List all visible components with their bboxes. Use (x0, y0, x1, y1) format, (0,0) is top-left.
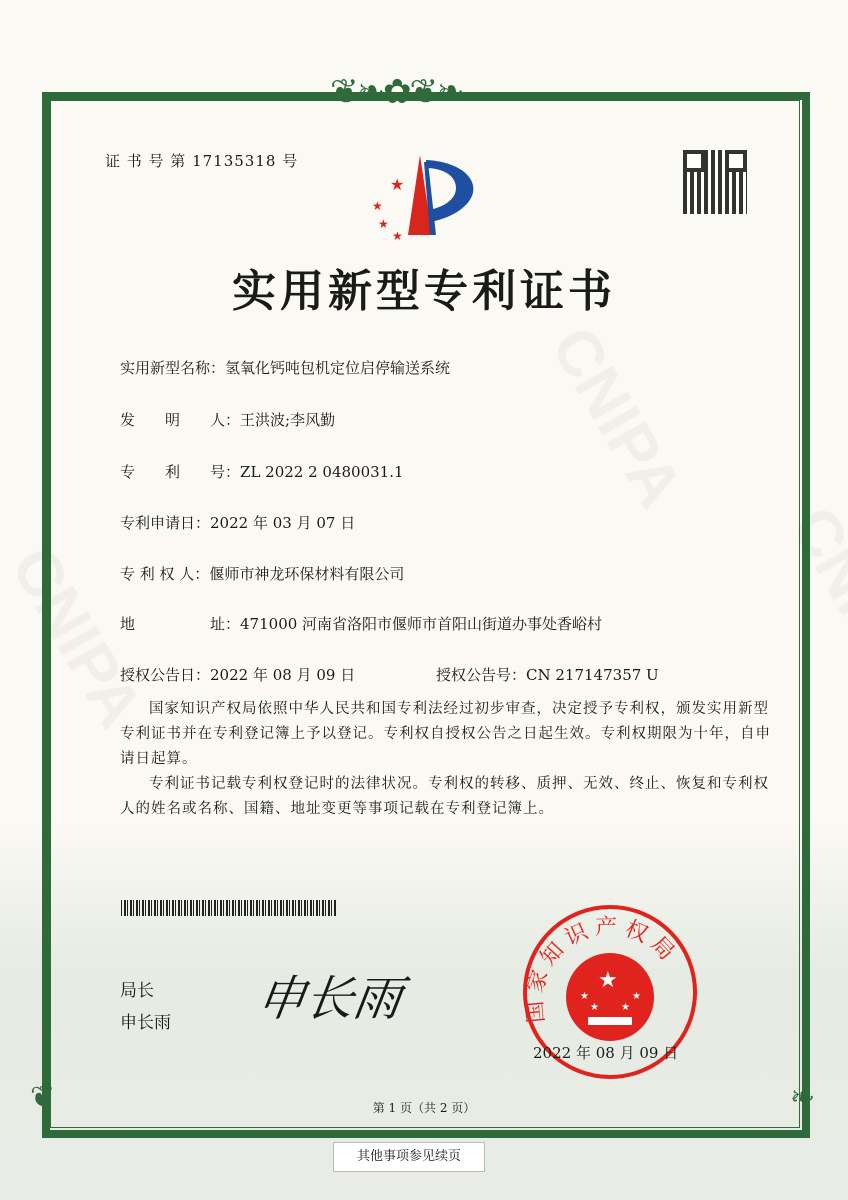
svg-text:★: ★ (621, 1002, 630, 1013)
field-value: 偃师市神龙环保材料有限公司 (209, 565, 405, 583)
continuation-note: 其他事项参见续页 (333, 1142, 485, 1172)
field-label: 发 明 人： (120, 411, 241, 429)
top-ornament-icon: ❦❧✿❦❧ (330, 72, 463, 112)
certificate-number: 证 书 号 第 17135318 号 (105, 152, 299, 170)
field-announcement-number (436, 664, 659, 685)
page-number: 第 1 页（共 2 页） (372, 1101, 476, 1115)
field-inventor (120, 409, 335, 430)
field-value: ZL 2022 2 0480031.1 (240, 463, 404, 481)
signatory-name: 申长雨 (120, 1013, 171, 1033)
field-address (120, 613, 602, 634)
star-icon: ★ (378, 217, 389, 231)
star-icon: ★ (598, 968, 618, 993)
field-label: 专 利 号： (120, 463, 241, 481)
field-patent-number (120, 461, 404, 482)
star-icon: ★ (372, 199, 383, 213)
field-label: 实用新型名称： (120, 359, 226, 377)
field-value: 2022 年 08 月 09 日 (210, 666, 356, 684)
signatory-title: 局长 (120, 981, 154, 1001)
seal-date: 2022 年 08 月 09 日 (533, 1044, 679, 1062)
field-label: 地 址： (120, 615, 241, 633)
handwritten-signature: 申长雨 (253, 971, 406, 1027)
field-application-date (120, 512, 355, 533)
field-model-name (120, 357, 450, 378)
statement-paragraph: 专利证书记载专利权登记时的法律状况。专利权的转移、质押、无效、终止、恢复和专利权人的姓名或名称、国籍、地址变更等事项记载在专利登记簿上。 (120, 776, 769, 817)
field-value: CN 217147357 U (526, 666, 659, 684)
svg-text:★: ★ (580, 991, 589, 1002)
svg-text:国家知识产权局: 国家知识产权局 (522, 914, 683, 1024)
star-icon: ★ (390, 175, 405, 194)
qr-code (683, 150, 747, 214)
field-label: 授权公告号： (436, 666, 527, 684)
field-value: 2022 年 03 月 07 日 (210, 514, 356, 532)
field-label: 专利申请日： (120, 514, 211, 532)
barcode (121, 900, 337, 916)
field-value: 471000 河南省洛阳市偃师市首阳山街道办事处香峪村 (240, 615, 603, 633)
field-value: 氢氧化钙吨包机定位启停输送系统 (225, 359, 451, 377)
statement-paragraph: 国家知识产权局依照中华人民共和国专利法经过初步审查，决定授予专利权，颁发实用新型专利证书并在专利登记簿上予以登记。专利权自授权公告之日起生效。专利权期限为十年，自申请日起算。 (120, 701, 771, 767)
document-title: 实用新型专利证书 (232, 266, 616, 317)
field-label: 授权公告日： (120, 666, 211, 684)
field-label: 专 利 权 人： (120, 565, 210, 583)
corner-ornament-icon: ❧ (790, 1080, 816, 1115)
field-value: 王洪波;李风勤 (240, 411, 336, 429)
cnipa-logo (360, 150, 490, 245)
star-icon: ★ (392, 229, 403, 243)
field-patentee (120, 563, 404, 584)
corner-ornament-icon: ❦ (30, 1080, 56, 1115)
svg-text:★: ★ (590, 1002, 599, 1013)
svg-text:★: ★ (632, 991, 641, 1002)
field-grant-date (120, 664, 355, 685)
